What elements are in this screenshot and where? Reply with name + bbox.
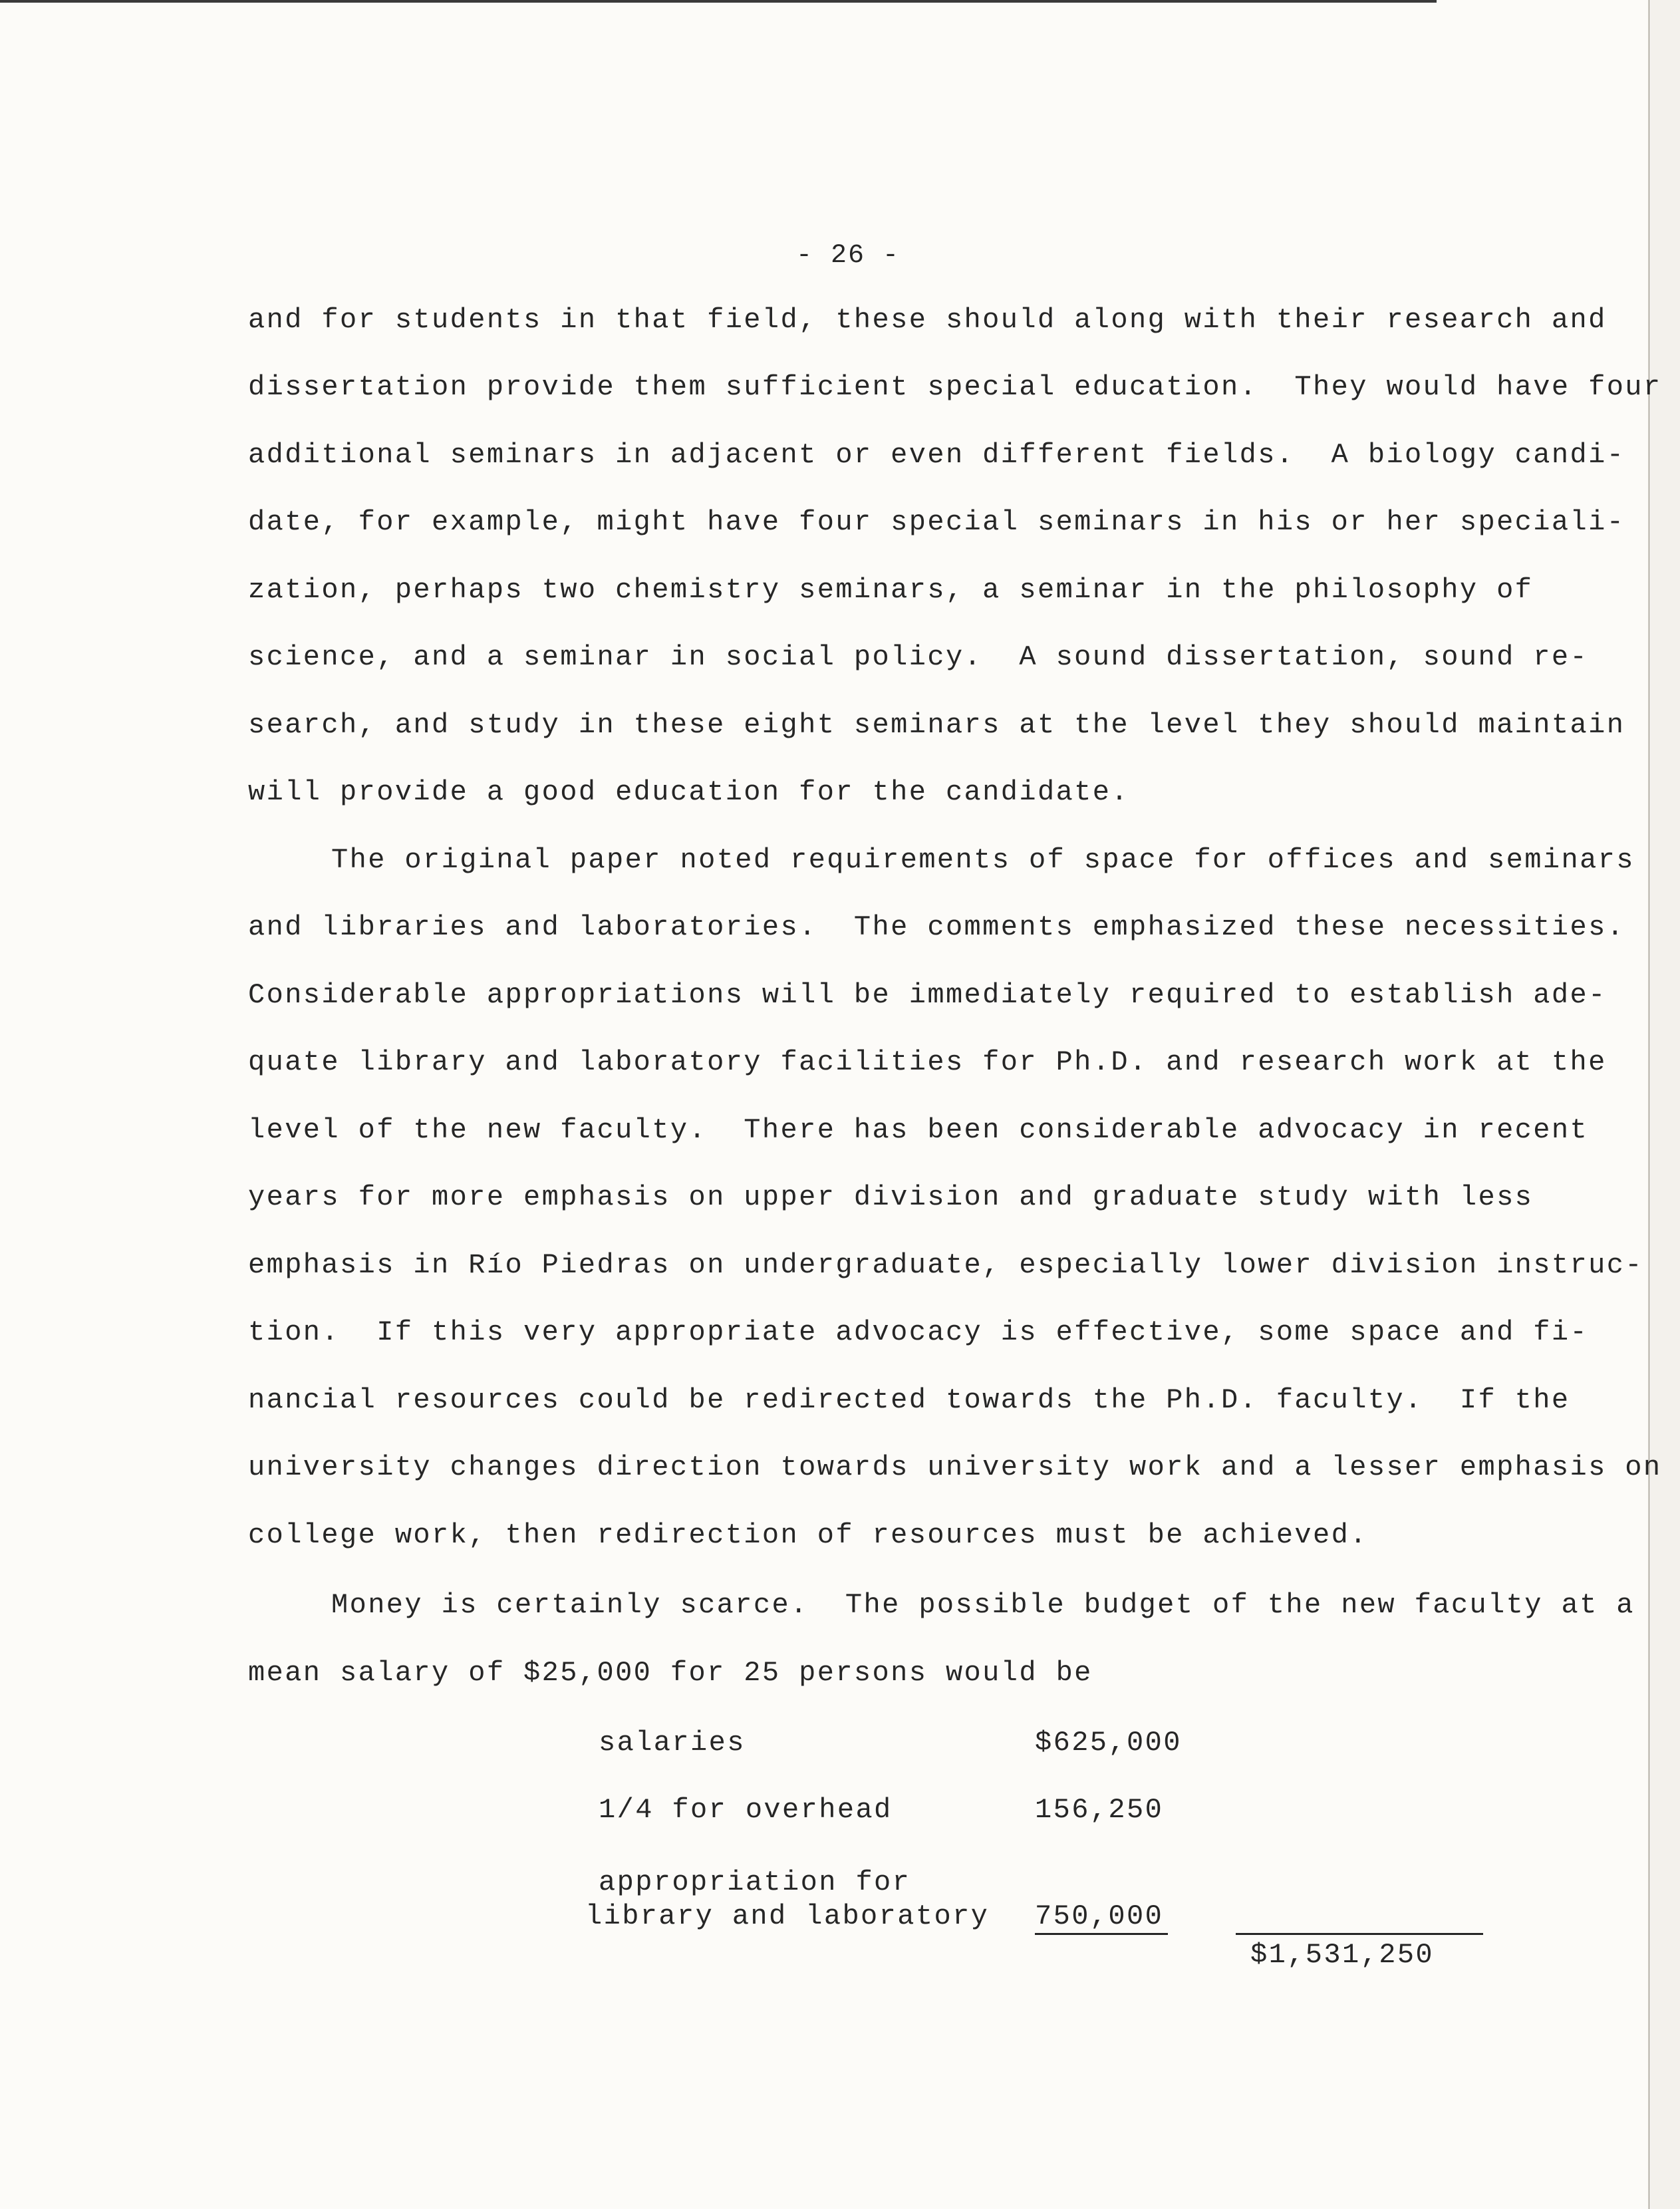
text-line: zation, perhaps two chemistry seminars, a seminar in the philosophy of	[248, 574, 1534, 606]
budget-total: $1,531,250	[1250, 1939, 1435, 1971]
text-line: will provide a good education for the candidate.	[248, 776, 1129, 808]
text-line: dissertation provide them sufficient special education. They would have four	[248, 371, 1662, 403]
budget-item-amount: $625,000	[1035, 1727, 1182, 1759]
text-line: and for students in that field, these should along with their research and	[248, 304, 1607, 336]
budget-item-label: 1/4 for overhead	[599, 1794, 893, 1826]
budget-item-amount: 156,250	[1035, 1794, 1164, 1826]
text-line: mean salary of $25,000 for 25 persons would be	[248, 1657, 1093, 1689]
budget-item-label: library and laboratory	[585, 1900, 990, 1932]
text-line: and libraries and laboratories. The comments emphasized these necessities.	[248, 911, 1625, 943]
text-line: university changes direction towards university work and a lesser emphasis on	[248, 1451, 1662, 1483]
text-line: science, and a seminar in social policy. A sound dissertation, sound re-	[248, 641, 1589, 673]
text-line: emphasis in Río Piedras on undergraduate, especially lower division instruc-	[248, 1249, 1643, 1281]
text-line: college work, then redirection of resources must be achieved.	[248, 1519, 1368, 1551]
text-line: Considerable appropriations will be immediately required to establish ade-	[248, 979, 1607, 1011]
budget-item-amount: 750,000	[1035, 1900, 1164, 1932]
text-line: tion. If this very appropriate advocacy is effective, some space and fi-	[248, 1316, 1589, 1348]
text-line: Money is certainly scarce. The possible budget of the new faculty at a	[331, 1589, 1635, 1621]
text-line: search, and study in these eight seminars at the level they should maintain	[248, 709, 1625, 741]
budget-item-label: salaries	[599, 1727, 746, 1759]
amount-underline	[1035, 1933, 1168, 1935]
text-line: years for more emphasis on upper division and graduate study with less	[248, 1181, 1534, 1213]
text-line: nancial resources could be redirected towards the Ph.D. faculty. If the	[248, 1384, 1570, 1416]
text-line: quate library and laboratory facilities for Ph.D. and research work at the	[248, 1046, 1607, 1078]
total-rule	[1236, 1933, 1483, 1935]
text-line: date, for example, might have four special seminars in his or her speciali-	[248, 506, 1625, 538]
page-number: - 26 -	[795, 241, 901, 271]
text-line: The original paper noted requirements of space for offices and seminars	[331, 844, 1635, 876]
text-line: additional seminars in adjacent or even different fields. A biology candi-	[248, 439, 1625, 471]
budget-item-label: appropriation for	[599, 1866, 911, 1898]
text-line: level of the new faculty. There has been considerable advocacy in recent	[248, 1114, 1589, 1146]
